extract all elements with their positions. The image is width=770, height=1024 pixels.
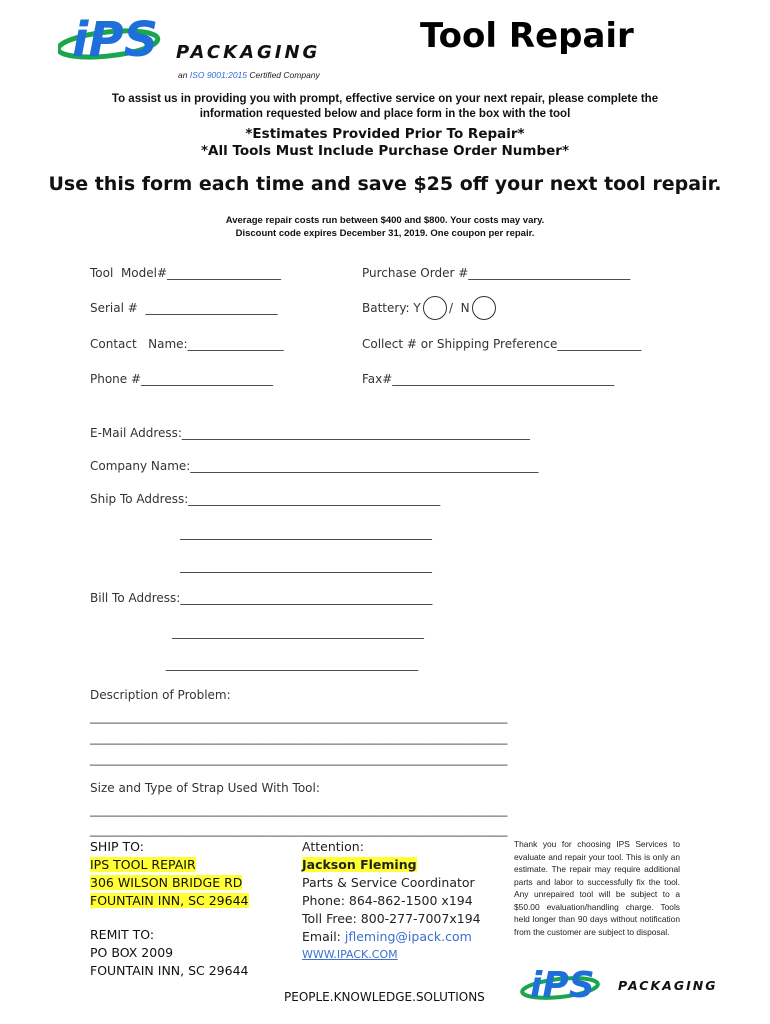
remit-to-city: FOUNTAIN INN, SC 29644	[90, 963, 249, 978]
email-link[interactable]: jfleming@ipack.com	[344, 929, 472, 944]
tool-model-field[interactable]: Tool Model#___________________	[90, 266, 282, 280]
strap-line[interactable]: ________________________________________________________________________	[90, 823, 508, 837]
phone-number: Phone: 864-862-1500 x194	[302, 893, 473, 908]
ship-to-address-field[interactable]: Ship To Address:__________________________________________	[90, 492, 441, 506]
ship-to-address-line-3[interactable]: __________________________________________	[180, 559, 432, 573]
tagline: PEOPLE.KNOWLEDGE.SOLUTIONS	[284, 990, 485, 1004]
repair-cost-note: Average repair costs run between $400 and $800. Your costs may vary.	[225, 215, 545, 226]
website-link[interactable]: WWW.IPACK.COM	[302, 948, 398, 961]
footer-packaging-text: PACKAGING	[618, 978, 718, 993]
ship-to-city: FOUNTAIN INN, SC 29644	[90, 893, 249, 908]
intro-text: To assist us in providing you with prompt, effective service on your next repair, please complete the information requested below and place form in the box with the tool	[111, 93, 659, 120]
battery-yes-radio[interactable]	[423, 296, 447, 320]
battery-separator: / N	[449, 301, 470, 315]
remit-to-block	[90, 926, 249, 980]
collect-shipping-field[interactable]: Collect # or Shipping Preference______________	[362, 337, 642, 351]
purchase-order-field[interactable]: Purchase Order #___________________________	[362, 266, 631, 280]
logo-packaging-text: PACKAGING	[176, 42, 321, 63]
ship-to-street: 306 WILSON BRIDGE RD	[90, 875, 243, 890]
ips-logo-icon	[58, 12, 178, 70]
ship-to-name: IPS TOOL REPAIR	[90, 857, 196, 872]
contact-name-field[interactable]: Contact Name:________________	[90, 337, 284, 351]
terms-text: Thank you for choosing IPS Services to evaluate and repair your tool. This is only an estimate. The repair may require additional parts and labor to successfully fix the tool. Any unrepaired tool will be subject to a $50.00 evaluation/handling charge. Tools held longer than 90 days without notification from the customer are subject to disposal.	[514, 839, 680, 937]
bill-to-address-line-3[interactable]: __________________________________________	[166, 657, 418, 671]
ship-to-address-line-2[interactable]: __________________________________________	[180, 526, 432, 540]
description-label: Description of Problem:	[90, 688, 231, 702]
strap-line[interactable]: ________________________________________________________________________	[90, 803, 508, 817]
estimate-note: *Estimates Provided Prior To Repair*	[245, 126, 525, 142]
phone-field[interactable]: Phone #______________________	[90, 372, 274, 386]
battery-no-radio[interactable]	[472, 296, 496, 320]
email-field[interactable]: E-Mail Address:__________________________________________________________	[90, 426, 530, 440]
attention-block	[302, 838, 481, 964]
description-line[interactable]: ________________________________________________________________________	[90, 731, 508, 745]
bill-to-address-field[interactable]: Bill To Address:__________________________________________	[90, 591, 433, 605]
description-line[interactable]: ________________________________________________________________________	[90, 752, 508, 766]
iso-certification: an ISO 9001:2015 Certified Company	[178, 70, 320, 80]
description-line[interactable]: ________________________________________________________________________	[90, 710, 508, 724]
fax-field[interactable]: Fax#_____________________________________	[362, 372, 615, 386]
attention-title: Parts & Service Coordinator	[302, 875, 475, 890]
ship-to-label: SHIP TO:	[90, 839, 144, 854]
battery-label: Battery: Y	[362, 301, 421, 315]
serial-field[interactable]: Serial # ______________________	[90, 301, 278, 315]
ship-to-block	[90, 838, 249, 910]
toll-free-number: Toll Free: 800-277-7007x194	[302, 911, 481, 926]
company-name-field[interactable]: Company Name:__________________________________________________________	[90, 459, 539, 473]
purchase-order-note: *All Tools Must Include Purchase Order Number*	[200, 143, 570, 159]
ips-footer-logo-icon	[520, 964, 610, 1006]
bill-to-address-line-2[interactable]: __________________________________________	[172, 625, 424, 639]
logo-text: iPS	[72, 12, 159, 68]
page-title: Tool Repair	[420, 16, 634, 56]
remit-to-label: REMIT TO:	[90, 927, 155, 942]
strap-label: Size and Type of Strap Used With Tool:	[90, 781, 320, 795]
attention-label: Attention:	[302, 839, 364, 854]
attention-name: Jackson Fleming	[302, 857, 417, 872]
footer-logo-text: iPS	[530, 965, 595, 1006]
discount-expiry-note: Discount code expires December 31, 2019. One coupon per repair.	[235, 228, 535, 239]
email-label: Email:	[302, 929, 345, 944]
promo-headline: Use this form each time and save $25 off your next tool repair.	[48, 173, 722, 195]
remit-to-box: PO BOX 2009	[90, 945, 174, 960]
